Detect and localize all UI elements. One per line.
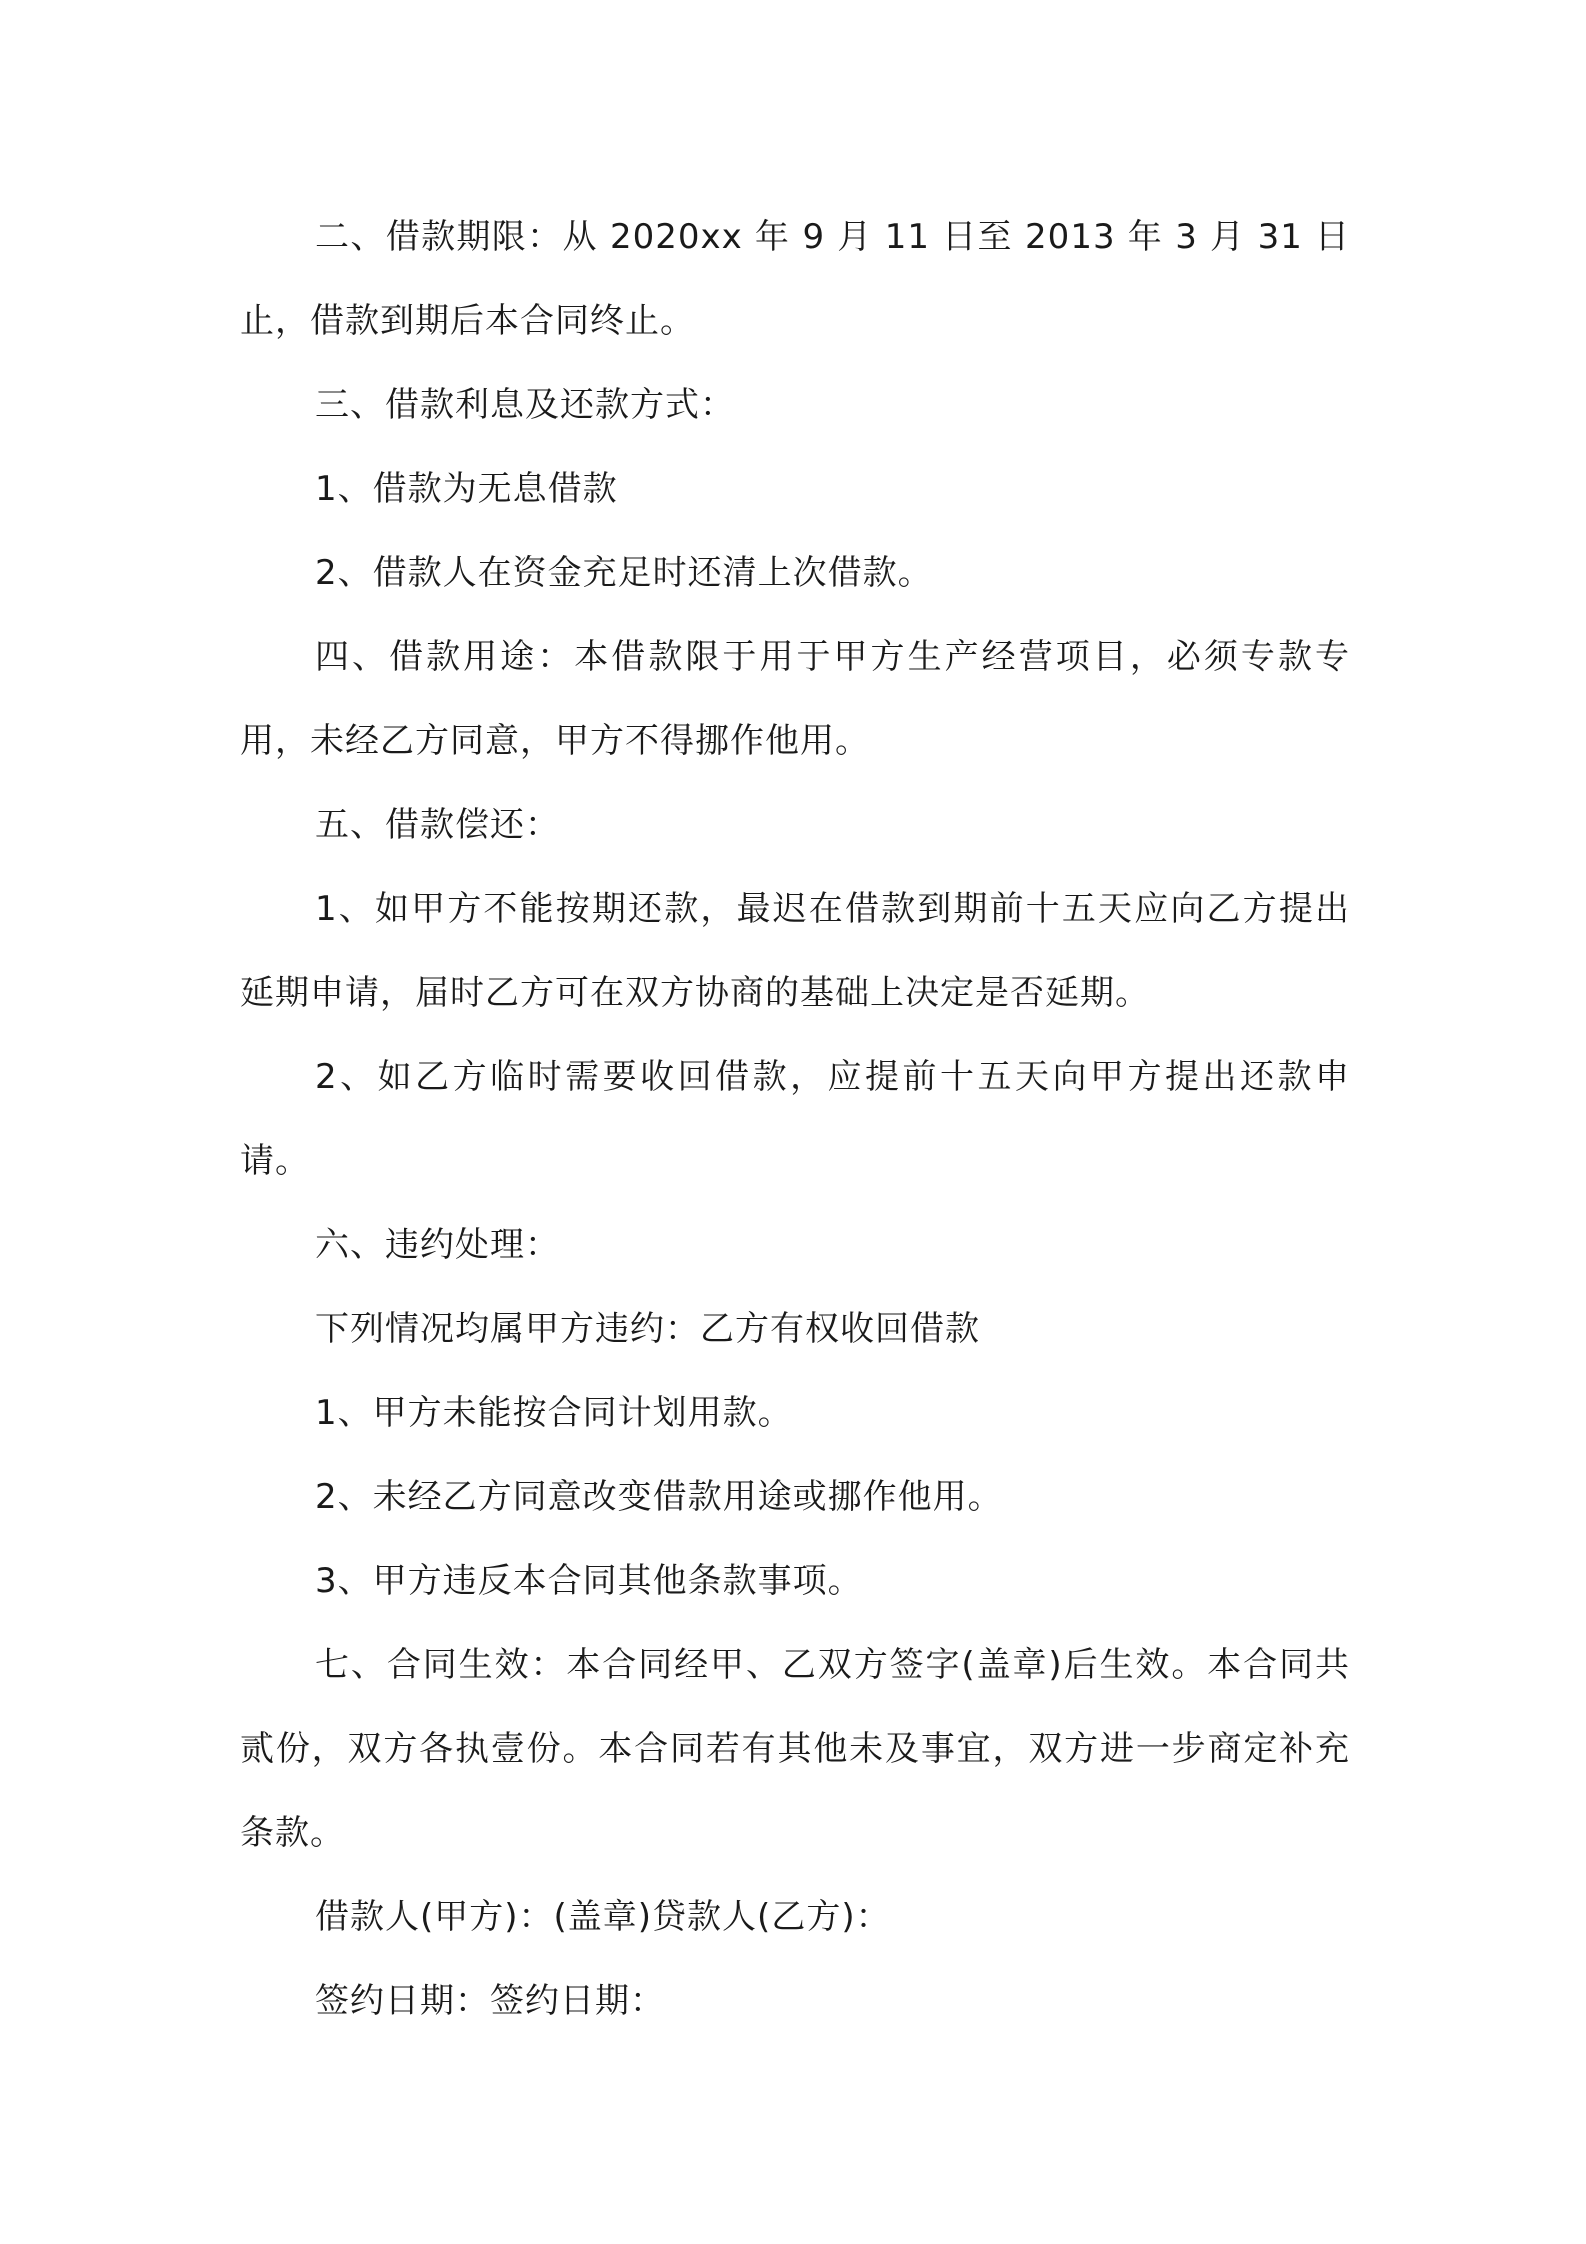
signature-parties-line: 借款人(甲方)：(盖章)贷款人(乙方)： (315, 1897, 891, 1937)
clause-effectiveness: 七、合同生效：本合同经甲、乙双方签字(盖章)后生效。本合同共贰份，双方各执壹份。本合同若有其他未及事宜，双方进一步商定补充条款。 (240, 1645, 1350, 1853)
clause-breach-item-3: 3、甲方违反本合同其他条款事项。 (315, 1561, 863, 1601)
clause-interest-item-2: 2、借款人在资金充足时还清上次借款。 (315, 553, 933, 593)
clause-interest-heading: 三、借款利息及还款方式： (315, 385, 735, 425)
clause-breach-item-2: 2、未经乙方同意改变借款用途或挪作他用。 (315, 1477, 1003, 1517)
clause-breach-heading: 六、违约处理： (315, 1225, 560, 1265)
document-body (240, 195, 1350, 2043)
signature-date-line: 签约日期：签约日期： (315, 1981, 665, 2021)
clause-loan-term: 二、借款期限：从 2020xx 年 9 月 11 日至 2013 年 3 月 31 日止，借款到期后本合同终止。 (240, 217, 1350, 341)
clause-repayment-item-1: 1、如甲方不能按期还款，最迟在借款到期前十五天应向乙方提出延期申请，届时乙方可在双方协商的基础上决定是否延期。 (240, 889, 1350, 1013)
clause-breach-item-1: 1、甲方未能按合同计划用款。 (315, 1393, 793, 1433)
clause-repayment-item-2: 2、如乙方临时需要收回借款，应提前十五天向甲方提出还款申请。 (240, 1057, 1350, 1181)
clause-repayment-heading: 五、借款偿还： (315, 805, 560, 845)
clause-interest-item-1: 1、借款为无息借款 (315, 469, 618, 509)
clause-breach-intro: 下列情况均属甲方违约：乙方有权收回借款 (315, 1309, 980, 1349)
clause-loan-purpose: 四、借款用途：本借款限于用于甲方生产经营项目，必须专款专用，未经乙方同意，甲方不得挪作他用。 (240, 637, 1350, 761)
